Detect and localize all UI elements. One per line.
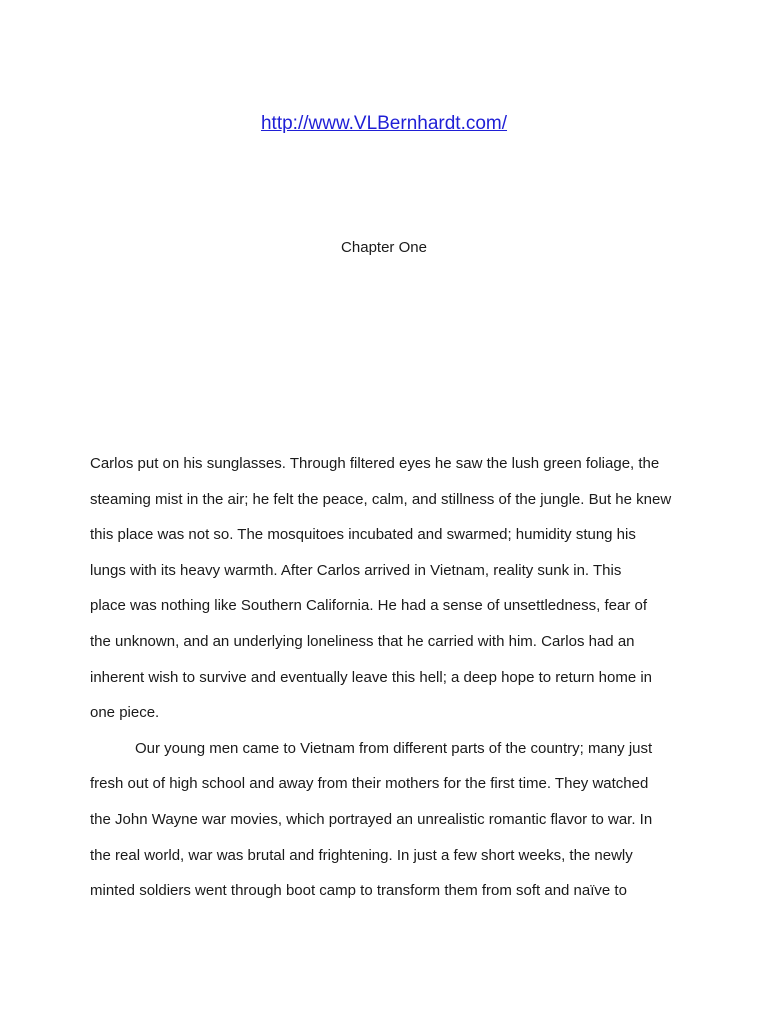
body-line: place was nothing like Southern California. He had a sense of unsettledness, fear of <box>90 597 648 615</box>
chapter-title: Chapter One <box>341 239 427 256</box>
body-line: the unknown, and an underlying loneliness that he carried with him. Carlos had an <box>90 632 635 650</box>
body-line: fresh out of high school and away from their mothers for the first time. They watched <box>90 775 649 793</box>
body-line: the real world, war was brutal and frightening. In just a few short weeks, the newly <box>90 846 633 864</box>
chapter-body <box>90 446 690 909</box>
website-header <box>0 111 768 137</box>
body-line: inherent wish to survive and eventually leave this hell; a deep hope to return home in <box>90 668 653 686</box>
paragraph-first-line: Our young men came to Vietnam from different parts of the country; many just <box>135 739 653 757</box>
body-line: lungs with its heavy warmth. After Carlos arrived in Vietnam, reality sunk in. This <box>90 561 622 579</box>
body-line: this place was not so. The mosquitoes incubated and swarmed; humidity stung his <box>90 526 636 544</box>
website-link[interactable]: http://www.VLBernhardt.com/ <box>260 113 508 134</box>
body-line: one piece. <box>90 704 160 722</box>
body-line: Carlos put on his sunglasses. Through filtered eyes he saw the lush green foliage, the <box>90 455 660 472</box>
body-line: minted soldiers went through boot camp to transform them from soft and naïve to <box>90 882 627 900</box>
body-line: the John Wayne war movies, which portrayed an unrealistic romantic flavor to war. In <box>90 810 653 828</box>
body-line: steaming mist in the air; he felt the peace, calm, and stillness of the jungle. But he knew <box>90 490 672 508</box>
